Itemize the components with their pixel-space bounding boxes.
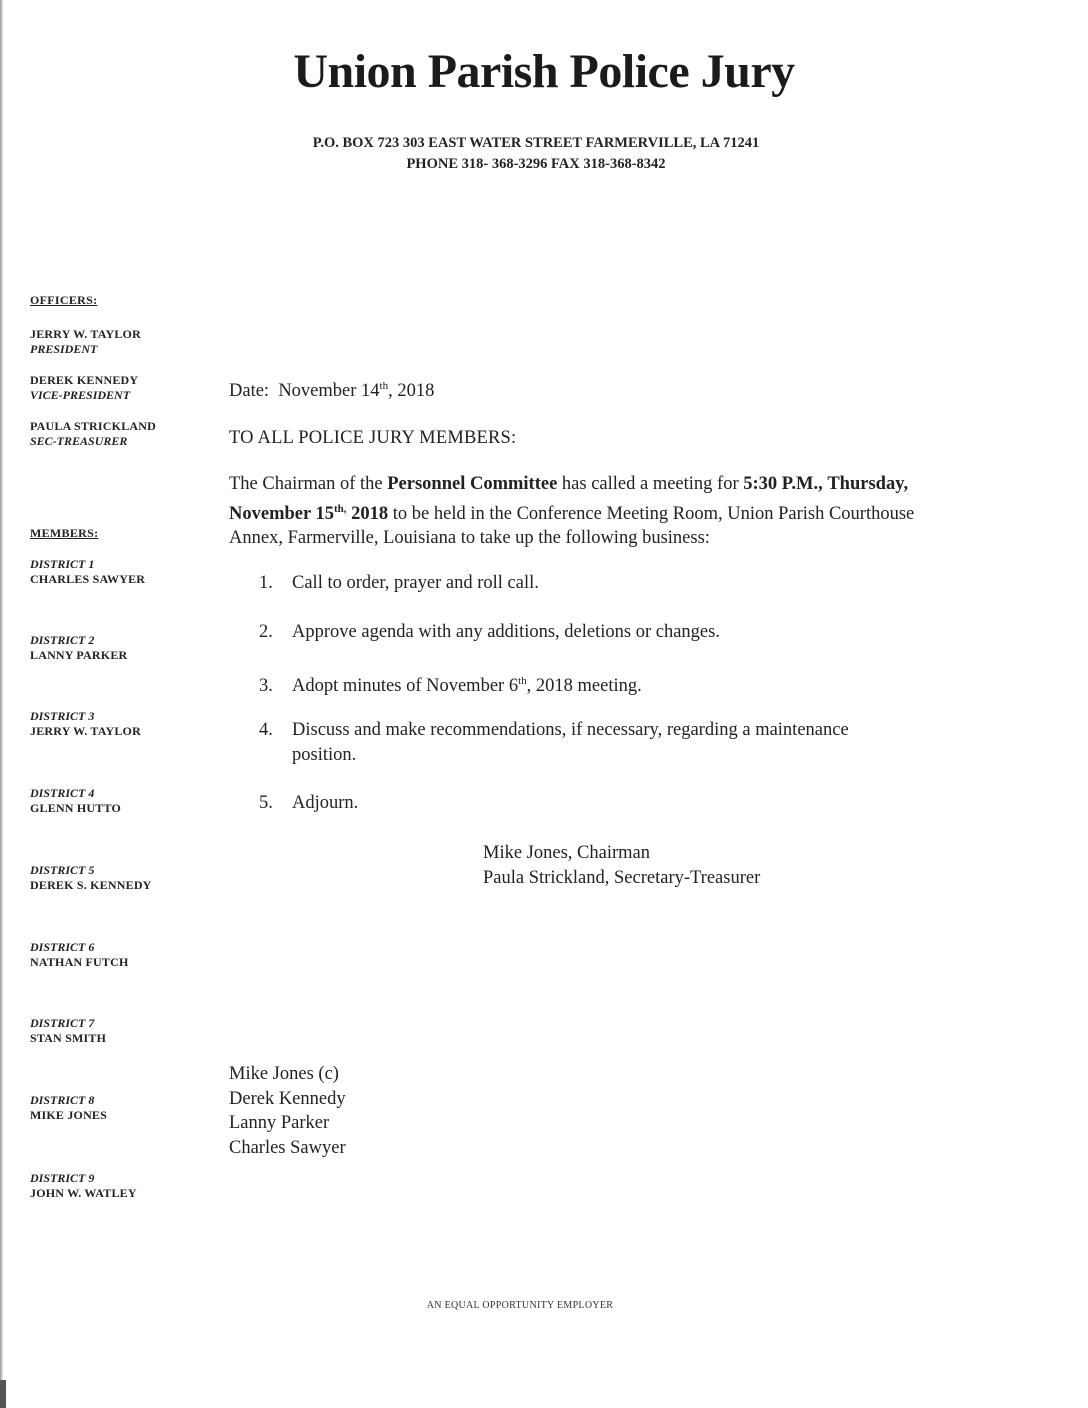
committee-member: Mike Jones (c) — [229, 1064, 339, 1084]
member-entry: DISTRICT 7 STAN SMITH — [30, 1016, 107, 1045]
member-entry: DISTRICT 9 JOHN W. WATLEY — [30, 1171, 137, 1200]
committee-members-list — [229, 1062, 346, 1160]
agenda-item: 2. Approve agenda with any additions, deletions or changes. — [259, 622, 720, 642]
member-entry: DISTRICT 5 DEREK S. KENNEDY — [30, 863, 152, 892]
letterhead-address: P.O. BOX 723 303 EAST WATER STREET FARMERVILLE, LA 71241 — [312, 135, 760, 151]
member-entry: DISTRICT 8 MIKE JONES — [30, 1093, 108, 1122]
scan-edge-mark — [0, 1380, 6, 1408]
committee-member: Derek Kennedy — [229, 1088, 346, 1109]
letter-salutation: TO ALL POLICE JURY MEMBERS: — [229, 428, 517, 448]
scan-edge — [0, 0, 3, 1408]
officer-entry: DEREK KENNEDY VICE-PRESIDENT — [30, 373, 139, 402]
member-entry: DISTRICT 2 LANNY PARKER — [30, 633, 128, 662]
letter-intro: The Chairman of the Personnel Committee has called a meeting for 5:30 P.M., Thursday, November $15^{th,}$ 2018 to be held in the Conference Meeting Room, Union Parish Courthouse Annex, Farmerville, Louisiana to take up the following business: — [229, 474, 915, 549]
member-entry: DISTRICT 6 NATHAN FUTCH — [30, 940, 129, 969]
committee-member: Lanny Parker — [229, 1113, 330, 1133]
letterhead-title: Union Parish Police Jury — [293, 45, 795, 98]
signature-chairman: Mike Jones, Chairman — [483, 843, 650, 863]
member-entry: DISTRICT 3 JERRY W. TAYLOR — [30, 709, 141, 738]
members-heading: MEMBERS: — [30, 526, 99, 540]
member-entry: DISTRICT 1 CHARLES SAWYER — [30, 557, 146, 586]
member-entry: DISTRICT 4 GLENN HUTTO — [30, 786, 121, 815]
agenda-item: 4. Discuss and make recommendations, if necessary, regarding a maintenance position. — [259, 720, 849, 765]
committee-member: Charles Sawyer — [229, 1137, 346, 1158]
signature-secretary: Paula Strickland, Secretary-Treasurer — [483, 868, 761, 888]
officer-entry: JERRY W. TAYLOR PRESIDENT — [30, 327, 141, 356]
letterhead-phone-fax: PHONE 318- 368-3296 FAX 318-368-8342 — [406, 156, 666, 172]
letter-date: Date: November 14th, 2018 — [229, 380, 435, 402]
officers-heading: OFFICERS: — [30, 293, 98, 307]
agenda-item: 1. Call to order, prayer and roll call. — [259, 573, 539, 593]
agenda-item: 5. Adjourn. — [259, 793, 359, 813]
agenda-item: 3. Adopt minutes of November 6th, 2018 meeting. — [259, 675, 642, 697]
footer-eoe: AN EQUAL OPPORTUNITY EMPLOYER — [426, 1300, 614, 1311]
officer-entry: PAULA STRICKLAND SEC-TREASURER — [30, 419, 156, 448]
